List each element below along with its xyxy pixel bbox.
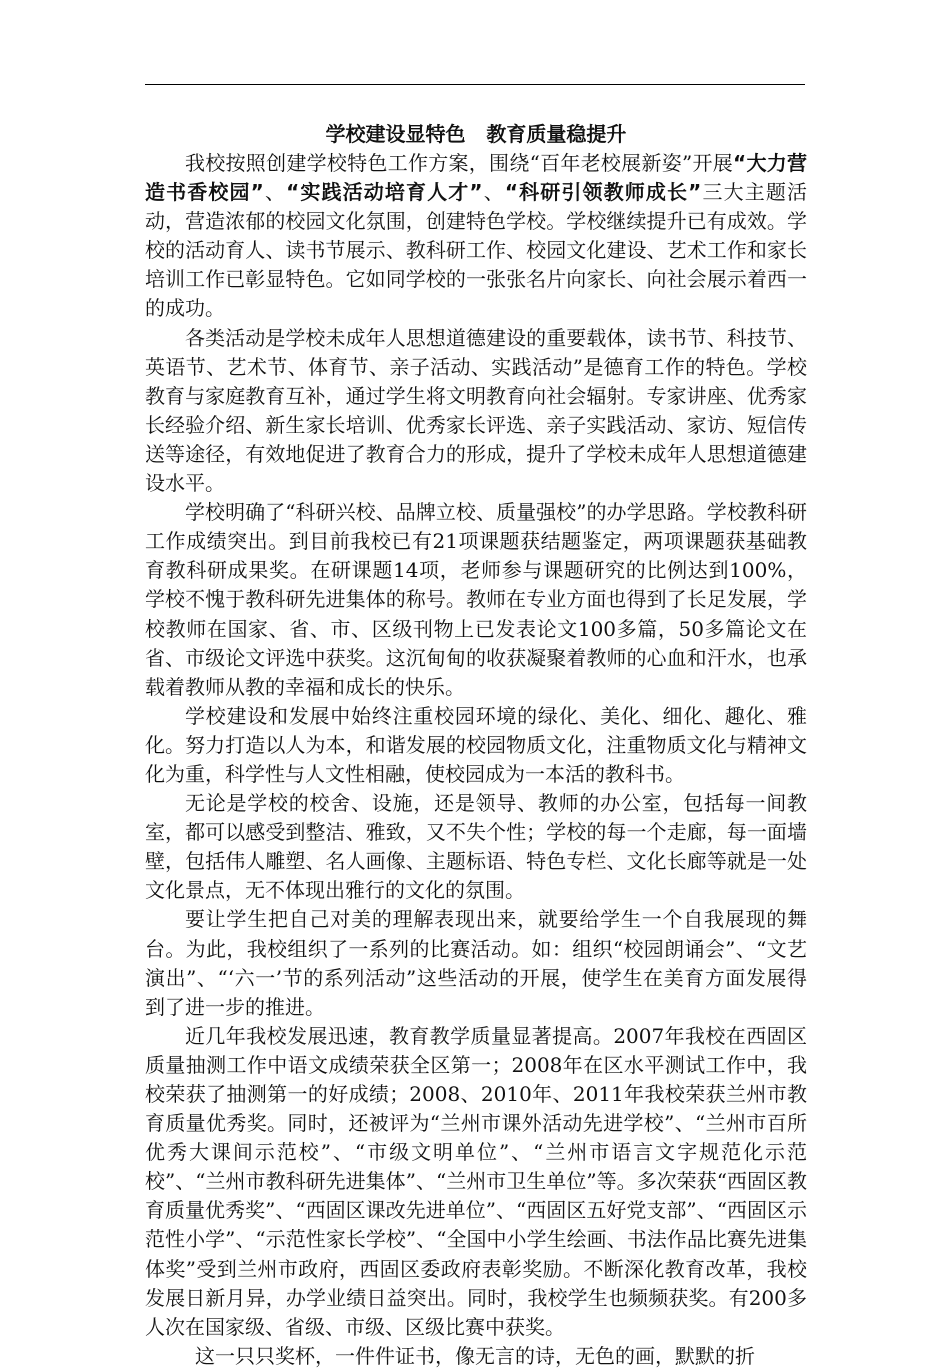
paragraph-8: 这一只只奖杯，一件件证书，像无言的诗，无色的画，默默的折 [195, 1343, 755, 1368]
paragraph-5: 无论是学校的校舍、设施，还是领导、教师的办公室，包括每一间教室，都可以感受到整洁、雅致，又不失个性；学校的每一个走廊，每一面墙壁，包括伟人雕塑、名人画像、主题标语、特色专栏、文化长廊等就是一处文化景点，无不体现出雅行的文化的氛围。 [145, 791, 807, 903]
paragraph-7: 近几年我校发展迅速，教育教学质量显著提高。2007年我校在西固区质量抽测工作中语文成绩荣获全区第一；2008年在区水平测试工作中，我校荣获了抽测第一的好成绩；2008、2010年、2011年我校荣获兰州市教育质量优秀奖。同时，还被评为“兰州市课外活动先进学校”、“兰州市百所优秀大课间示范校”、“市级文明单位”、“兰州市语言文字规范化示范校”、“兰州市教科研先进集体”、“兰州市卫生单位”等。多次荣获“西固区教育质量优秀奖”、“西固区课改先进单位”、“西固区五好党支部”、“西固区示范性小学”、“示范性家长学校”、“全国中小学生绘画、书法作品比赛先进集体奖”受到兰州市政府，西固区委政府表彰奖励。不断深化教育改革，我校发展日新月异，办学业绩日益突出。同时，我校学生也频频获奖。有200多人次在国家级、省级、市级、区级比赛中获奖。 [145, 1023, 807, 1339]
document-body [145, 120, 807, 1371]
theme-separator: 、 [263, 180, 287, 205]
theme-separator: 、 [482, 180, 505, 205]
header-rule [145, 84, 805, 85]
theme-bookish-campus: “大力营造书香校园” [145, 151, 807, 205]
paragraph-2: 各类活动是学校未成年人思想道德建设的重要载体，读书节、科技节、英语节、艺术节、体育节、亲子活动、实践活动”是德育工作的特色。学校教育与家庭教育互补，通过学生将文明教育向社会辐射。专家讲座、优秀家长经验介绍、新生家长培训、优秀家长评选、亲子实践活动、家访、短信传送等途径，有效地促进了教育合力的形成，提升了学校未成年人思想道德建设水平。 [145, 325, 807, 496]
theme-practice-talent: “实践活动培育人才” [286, 180, 483, 205]
paragraph-1-rest: 三大主题活动，营造浓郁的校园文化氛围，创建特色学校。学校继续提升已有成效。学校的活动育人、读书节展示、教科研工作、校园文化建设、艺术工作和家长培训工作已彰显特色。它如同学校的一张张名片向家长、向社会展示着西一的成功。 [145, 180, 807, 321]
paragraph-1-intro: 我校按照创建学校特色工作方案，围绕“百年老校展新姿”开展 [185, 151, 734, 175]
theme-research-teacher: “科研引领教师成长” [504, 180, 702, 205]
paragraph-3: 学校明确了“科研兴校、品牌立校、质量强校”的办学思路。学校教科研工作成绩突出。到目前我校已有21项课题获结题鉴定，两项课题获基础教育教科研成果奖。在研课题14项，老师参与课题研究的比例达到100%，学校不愧于教科研先进集体的称号。教师在专业方面也得到了长足发展，学校教师在国家、省、市、区级刊物上已发表论文100多篇，50多篇论文在省、市级论文评选中获奖。这沉甸甸的收获凝聚着教师的心血和汗水，也承载着教师从教的幸福和成长的快乐。 [145, 500, 807, 699]
paragraph-6: 要让学生把自己对美的理解表现出来，就要给学生一个自我展现的舞台。为此，我校组织了一系列的比赛活动。如：组织“校园朗诵会”、“文艺演出”、“‘六一’节的系列活动”这些活动的开展，使学生在美育方面发展得到了进一步的推进。 [145, 907, 807, 1019]
paragraph-1 [145, 149, 807, 324]
paragraph-4: 学校建设和发展中始终注重校园环境的绿化、美化、细化、趣化、雅化。努力打造以人为本，和谐发展的校园物质文化，注重物质文化与精神文化为重，科学性与人文性相融，使校园成为一本活的教科书。 [145, 703, 807, 786]
document-title: 学校建设显特色 教育质量稳提升 [325, 122, 627, 146]
